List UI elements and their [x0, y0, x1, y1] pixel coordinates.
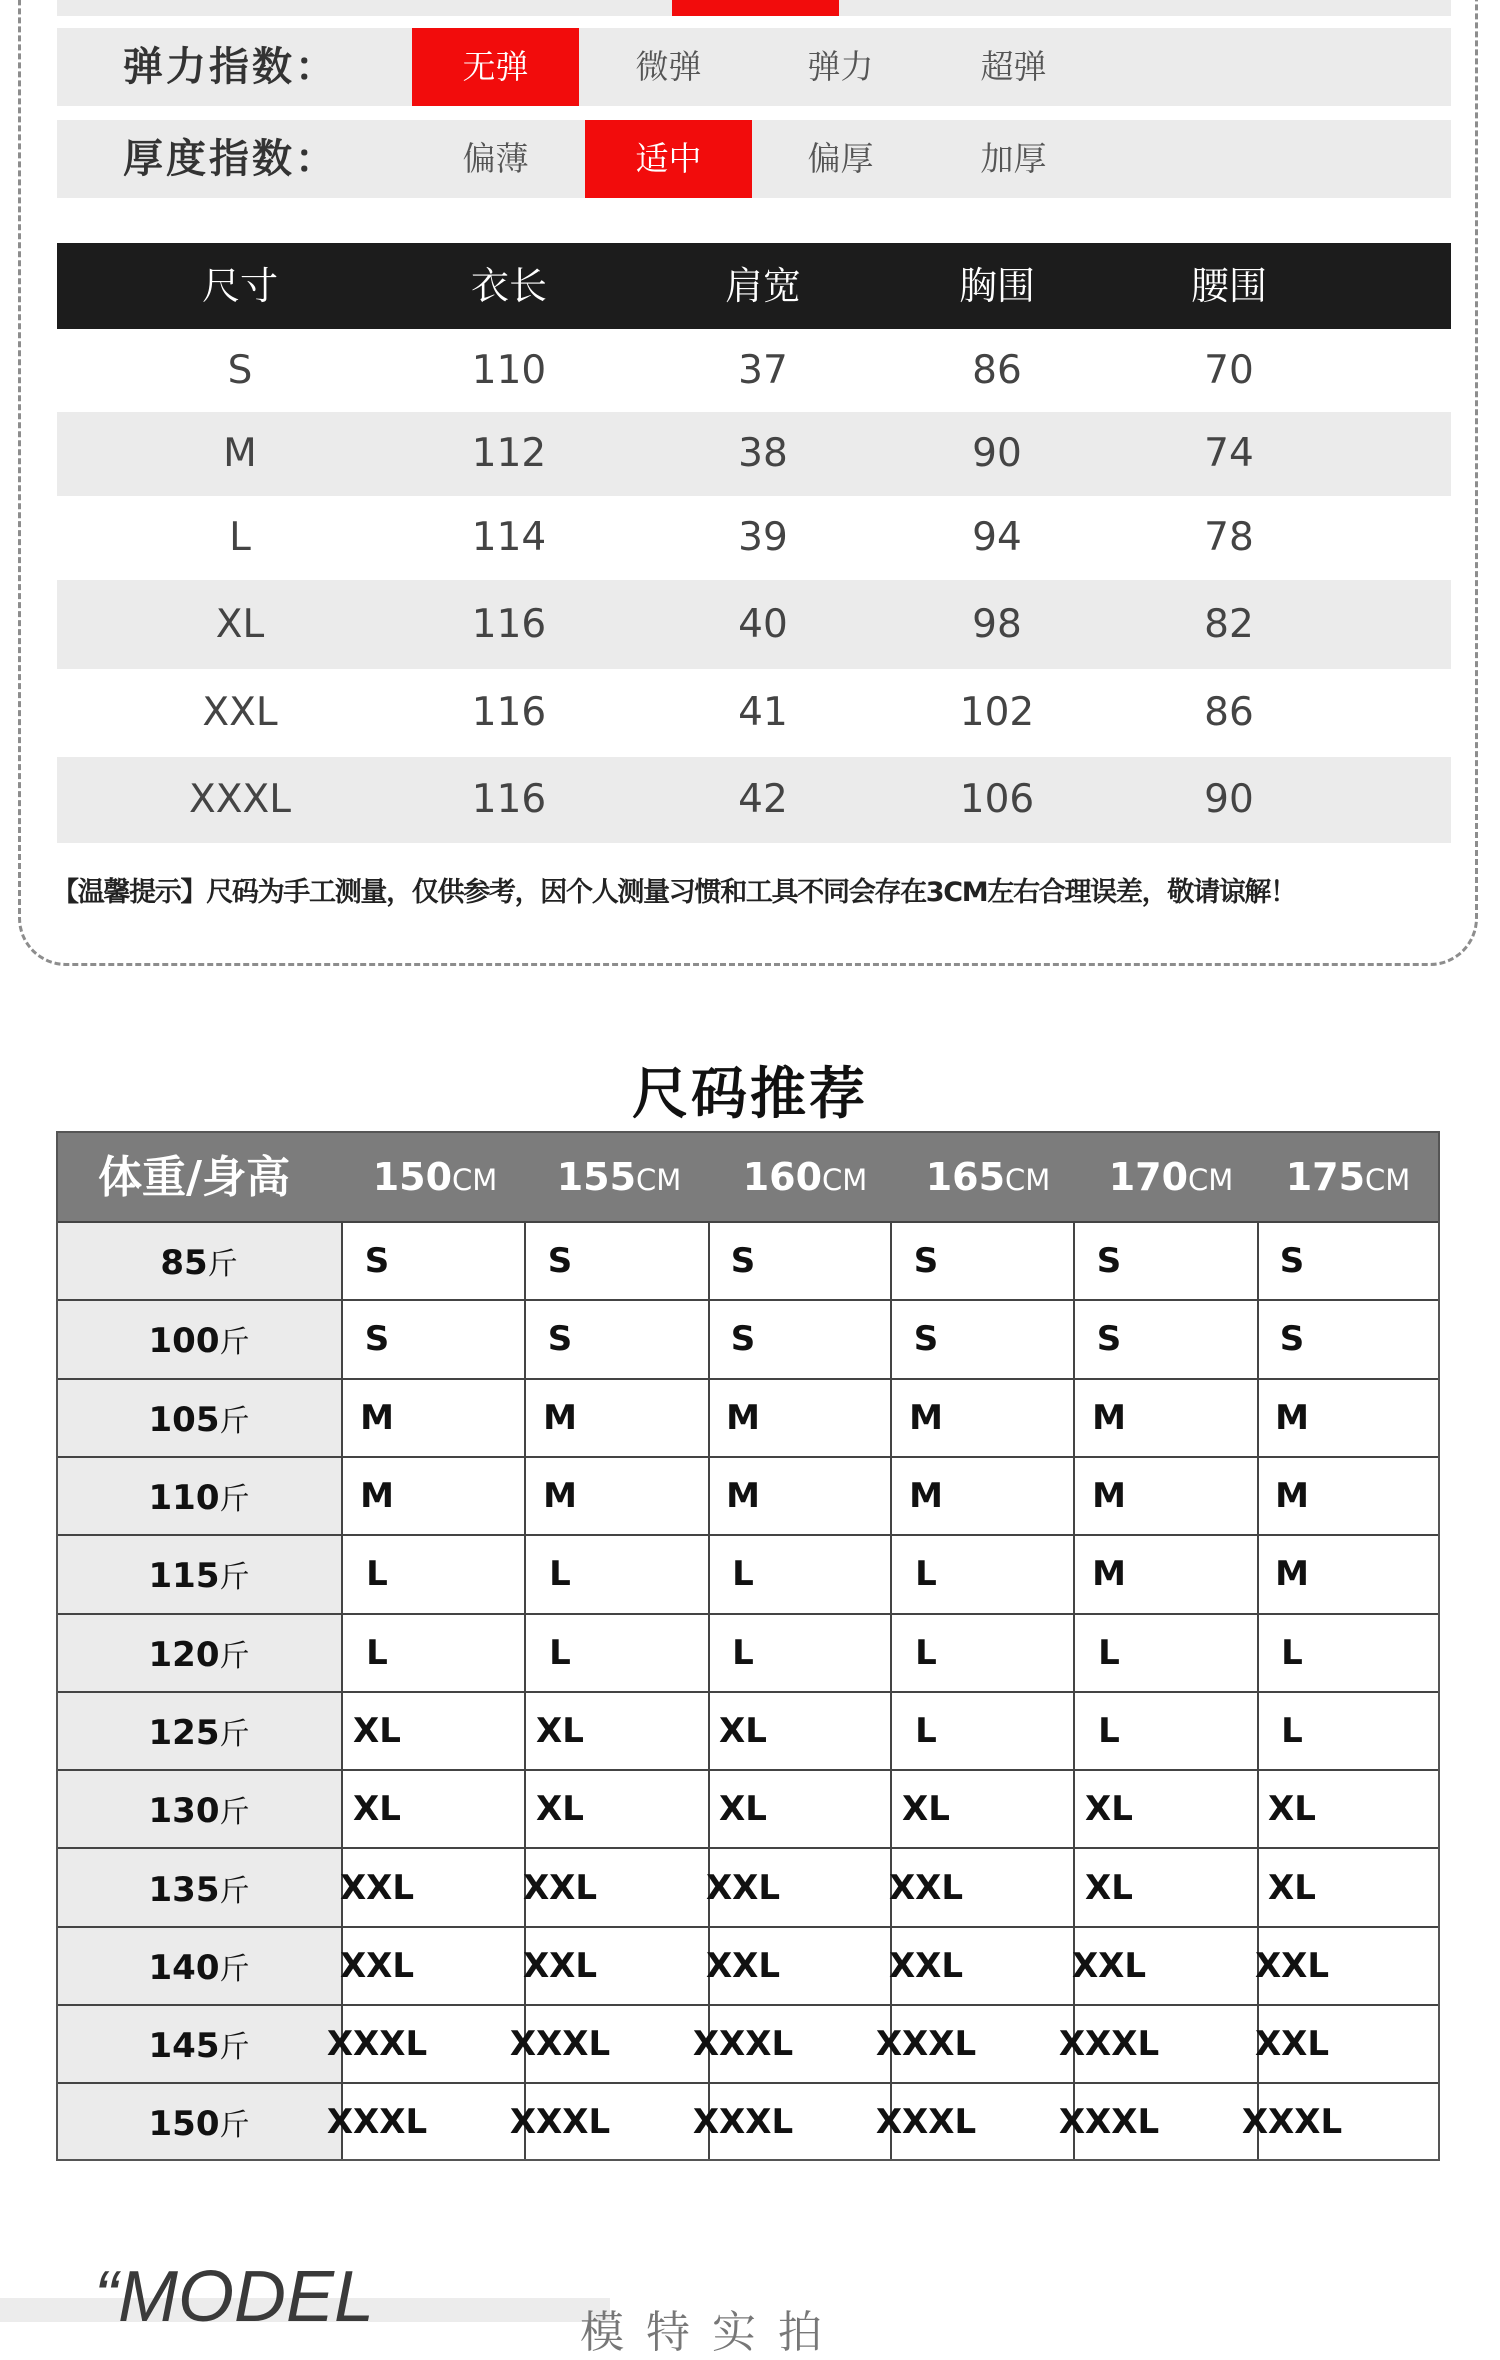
recommended-size-cell: XL: [1268, 1789, 1316, 1830]
size-table-cell: 114: [471, 515, 547, 560]
height-value: 160: [742, 1155, 823, 1199]
recommendation-header: [58, 1133, 1438, 1222]
recommended-size-cell: M: [543, 1476, 577, 1517]
recommended-size-cell: S: [1279, 1319, 1305, 1360]
recommended-size-cell: XL: [902, 1789, 950, 1830]
height-value: 155: [556, 1155, 637, 1199]
weight-label: [149, 1396, 250, 1440]
index-option: 微弹: [635, 47, 702, 86]
recommended-size-cell: XL: [353, 1710, 401, 1751]
size-table-row: [57, 412, 1451, 496]
size-table-cell: 90: [972, 431, 1022, 476]
size-table-cell: S: [227, 348, 253, 393]
recommended-size-cell: S: [1096, 1241, 1122, 1282]
size-table-cell: 40: [738, 602, 788, 647]
index-label: 厚度指数：: [123, 136, 338, 182]
height-header-cell: [557, 1133, 682, 1225]
height-header-cell: [926, 1133, 1051, 1225]
recommended-size-cell: XXL: [888, 1867, 964, 1908]
recommended-size-cell: XXL: [339, 1867, 415, 1908]
grid-row-divider: [58, 1299, 1438, 1301]
recommended-size-cell: S: [547, 1319, 573, 1360]
size-table-cell: 38: [738, 431, 788, 476]
height-header-cell: [743, 1133, 868, 1225]
size-table-cell: 116: [471, 602, 547, 647]
recommended-size-cell: M: [543, 1397, 577, 1438]
index-option: 加厚: [980, 139, 1047, 178]
weight-value: 105: [148, 1399, 220, 1440]
recommended-size-cell: L: [1098, 1632, 1120, 1673]
recommended-size-cell: XXXL: [1241, 2102, 1343, 2143]
weight-label: [149, 1474, 250, 1518]
recommended-size-cell: L: [1281, 1632, 1303, 1673]
size-table-cell: 78: [1204, 515, 1254, 560]
weight-unit: 斤: [219, 1795, 250, 1831]
recommended-size-cell: L: [549, 1632, 571, 1673]
size-table-header-cell: 腰围: [1190, 264, 1268, 308]
grid-row-divider: [58, 1534, 1438, 1536]
recommended-size-cell: XXXL: [1058, 2102, 1160, 2143]
height-value: 150: [372, 1155, 453, 1199]
height-header-cell: [1109, 1133, 1234, 1225]
previous-index-selected-strip: [672, 0, 839, 16]
recommended-size-cell: S: [1096, 1319, 1122, 1360]
size-table-row: [57, 669, 1451, 757]
size-table-row: [57, 580, 1451, 669]
recommended-size-cell: S: [730, 1241, 756, 1282]
recommended-size-cell: XXXL: [875, 2024, 977, 2065]
size-table-header-cell: 尺寸: [201, 264, 279, 308]
size-table-cell: L: [229, 515, 251, 560]
size-table-cell: 110: [471, 348, 547, 393]
size-table-cell: 98: [972, 602, 1022, 647]
recommended-size-cell: M: [1092, 1476, 1126, 1517]
weight-value: 110: [148, 1478, 220, 1519]
model-heading: “MODEL: [94, 2257, 375, 2337]
recommended-size-cell: M: [909, 1397, 943, 1438]
size-table-cell: 42: [738, 777, 788, 822]
recommended-size-cell: M: [1275, 1476, 1309, 1517]
weight-value: 130: [148, 1791, 220, 1832]
recommended-size-cell: M: [726, 1397, 760, 1438]
thickness-index-row: [57, 120, 1451, 198]
recommended-size-cell: XXXL: [326, 2102, 428, 2143]
grid-header-divider: [58, 1221, 1438, 1223]
recommended-size-cell: S: [913, 1241, 939, 1282]
recommended-size-cell: S: [364, 1319, 390, 1360]
weight-unit: 斤: [219, 2030, 250, 2066]
recommended-size-cell: XXL: [705, 1867, 781, 1908]
size-table-cell: XXL: [202, 690, 278, 735]
size-table-cell: 94: [972, 515, 1022, 560]
recommended-size-cell: XL: [536, 1710, 584, 1751]
weight-unit: 斤: [219, 1951, 250, 1987]
index-option: 偏厚: [807, 139, 874, 178]
height-value: 170: [1108, 1155, 1189, 1199]
height-header-cell: [1286, 1133, 1411, 1225]
height-unit: CM: [822, 1163, 868, 1197]
weight-value: 150: [148, 2104, 220, 2145]
weight-unit: 斤: [219, 2108, 250, 2144]
grid-row-divider: [58, 1691, 1438, 1693]
size-table-row: [57, 496, 1451, 580]
weight-value: 145: [148, 2026, 220, 2067]
recommended-size-cell: XL: [1085, 1867, 1133, 1908]
index-option: 无弹: [412, 28, 579, 106]
recommended-size-cell: M: [1275, 1397, 1309, 1438]
weight-value: 125: [148, 1712, 220, 1753]
index-option: 超弹: [980, 47, 1047, 86]
weight-label: [149, 1944, 250, 1988]
grid-row-divider: [58, 1847, 1438, 1849]
size-table-cell: 41: [738, 690, 788, 735]
weight-label: [149, 1866, 250, 1910]
recommended-size-cell: M: [909, 1476, 943, 1517]
recommended-size-cell: XXXL: [1058, 2024, 1160, 2065]
recommended-size-cell: S: [913, 1319, 939, 1360]
recommended-size-cell: L: [915, 1554, 937, 1595]
size-table-cell: 90: [1204, 777, 1254, 822]
weight-unit: 斤: [219, 1638, 250, 1674]
recommended-size-cell: XXXL: [692, 2024, 794, 2065]
recommended-size-cell: XXL: [522, 1945, 598, 1986]
size-table-cell: 70: [1204, 348, 1254, 393]
index-option: 适中: [585, 120, 752, 198]
size-table-cell: 102: [959, 690, 1035, 735]
weight-unit: 斤: [219, 1403, 250, 1439]
recommended-size-cell: XXL: [888, 1945, 964, 1986]
grid-row-divider: [58, 1926, 1438, 1928]
recommended-size-cell: M: [1275, 1554, 1309, 1595]
recommended-size-cell: XL: [719, 1710, 767, 1751]
recommended-size-cell: XXL: [339, 1945, 415, 1986]
elasticity-index-row: [57, 28, 1451, 106]
recommended-size-cell: S: [1279, 1241, 1305, 1282]
recommended-size-cell: XXXL: [692, 2102, 794, 2143]
size-table-cell: 112: [471, 431, 547, 476]
recommended-size-cell: M: [1092, 1554, 1126, 1595]
grid-row-divider: [58, 2004, 1438, 2006]
grid-row-divider: [58, 1769, 1438, 1771]
recommended-size-cell: L: [1098, 1710, 1120, 1751]
weight-unit: 斤: [219, 1873, 250, 1909]
recommended-size-cell: XXXL: [509, 2102, 611, 2143]
size-table-cell: XL: [215, 602, 265, 647]
recommended-size-cell: S: [547, 1241, 573, 1282]
size-table-cell: XXXL: [189, 777, 291, 822]
recommended-size-cell: XXL: [522, 1867, 598, 1908]
recommended-size-cell: L: [915, 1632, 937, 1673]
weight-label: [149, 1787, 250, 1831]
size-table-row: [57, 329, 1451, 412]
size-table-header-cell: 衣长: [470, 264, 548, 308]
size-table-cell: M: [223, 431, 257, 476]
weight-value: 135: [148, 1869, 220, 1910]
recommended-size-cell: M: [360, 1397, 394, 1438]
recommended-size-cell: XL: [1085, 1789, 1133, 1830]
grid-row-divider: [58, 1378, 1438, 1380]
weight-unit: 斤: [219, 1482, 250, 1518]
index-label: 弹力指数：: [123, 44, 338, 90]
recommended-size-cell: XXL: [1254, 2024, 1330, 2065]
size-table-cell: 74: [1204, 431, 1254, 476]
weight-unit: 斤: [219, 1560, 250, 1596]
index-option: 偏薄: [462, 139, 529, 178]
weight-unit: 斤: [207, 1247, 238, 1283]
height-header-cell: [373, 1133, 498, 1225]
weight-value: 100: [148, 1321, 220, 1362]
height-value: 165: [925, 1155, 1006, 1199]
weight-label: [149, 1552, 250, 1596]
grid-row-divider: [58, 1456, 1438, 1458]
recommended-size-cell: L: [915, 1710, 937, 1751]
height-unit: CM: [636, 1163, 682, 1197]
weight-label: [149, 1631, 250, 1675]
recommended-size-cell: M: [1092, 1397, 1126, 1438]
height-unit: CM: [1005, 1163, 1051, 1197]
weight-value: 120: [148, 1634, 220, 1675]
size-table-cell: 86: [1204, 690, 1254, 735]
weight-value: 85: [160, 1243, 208, 1284]
size-table-header-cell: 肩宽: [724, 264, 802, 308]
recommended-size-cell: XL: [536, 1789, 584, 1830]
recommended-size-cell: XL: [1268, 1867, 1316, 1908]
size-table-cell: 39: [738, 515, 788, 560]
recommended-size-cell: L: [366, 1632, 388, 1673]
size-table-header-cell: 胸围: [958, 264, 1036, 308]
recommended-size-cell: XXL: [1254, 1945, 1330, 1986]
grid-row-divider: [58, 2082, 1438, 2084]
weight-value: 140: [148, 1947, 220, 1988]
recommended-size-cell: XXL: [1071, 1945, 1147, 1986]
weight-label: [149, 2022, 250, 2066]
weight-unit: 斤: [219, 1325, 250, 1361]
recommended-size-cell: M: [360, 1476, 394, 1517]
height-unit: CM: [1365, 1163, 1411, 1197]
weight-label: [160, 1239, 237, 1283]
size-table-cell: 116: [471, 777, 547, 822]
weight-label: [149, 1317, 250, 1361]
index-option: 弹力: [807, 47, 874, 86]
recommended-size-cell: L: [366, 1554, 388, 1595]
size-table-cell: 116: [471, 690, 547, 735]
recommended-size-cell: L: [549, 1554, 571, 1595]
weight-height-corner-label: 体重/身高: [98, 1152, 291, 1203]
model-heading-chinese: 模特实拍: [580, 2307, 844, 2358]
recommended-size-cell: XL: [719, 1789, 767, 1830]
weight-label: [149, 1709, 250, 1753]
size-table-cell: 82: [1204, 602, 1254, 647]
recommended-size-cell: XL: [353, 1789, 401, 1830]
size-table-cell: 37: [738, 348, 788, 393]
size-recommendation-title: 尺码推荐: [632, 1062, 868, 1127]
weight-value: 115: [148, 1556, 220, 1597]
recommended-size-cell: L: [732, 1632, 754, 1673]
recommended-size-cell: S: [364, 1241, 390, 1282]
grid-row-divider: [58, 1613, 1438, 1615]
recommended-size-cell: M: [726, 1476, 760, 1517]
weight-label: [149, 2100, 250, 2144]
size-recommendation-grid: [56, 1131, 1440, 2161]
measurement-tip: 【温馨提示】尺码为手工测量，仅供参考，因个人测量习惯和工具不同会存在3CM左右合理误差，敬请谅解！: [52, 877, 1296, 908]
recommended-size-cell: L: [732, 1554, 754, 1595]
weight-unit: 斤: [219, 1716, 250, 1752]
recommended-size-cell: XXXL: [509, 2024, 611, 2065]
size-table-cell: 106: [959, 777, 1035, 822]
recommended-size-cell: XXL: [705, 1945, 781, 1986]
size-table-row: [57, 757, 1451, 843]
size-table-header: [57, 243, 1451, 329]
recommended-size-cell: XXXL: [875, 2102, 977, 2143]
height-unit: CM: [452, 1163, 498, 1197]
recommended-size-cell: S: [730, 1319, 756, 1360]
height-unit: CM: [1188, 1163, 1234, 1197]
recommended-size-cell: L: [1281, 1710, 1303, 1751]
size-table-cell: 86: [972, 348, 1022, 393]
height-value: 175: [1285, 1155, 1366, 1199]
recommended-size-cell: XXXL: [326, 2024, 428, 2065]
